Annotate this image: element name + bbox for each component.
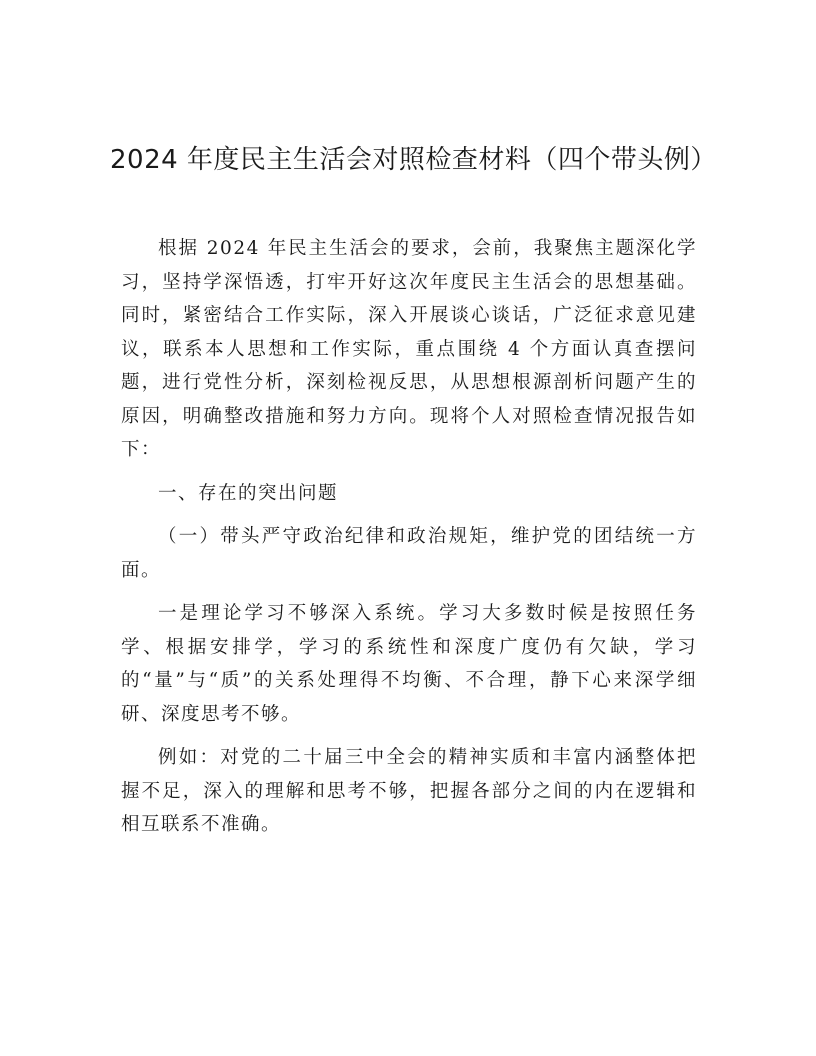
subsection-heading: （一）带头严守政治纪律和政治规矩，维护党的团结统一方面。 <box>121 526 697 581</box>
document-title: 2024 年度民主生活会对照检查材料（四个带头例） <box>110 145 717 175</box>
example-paragraph: 例如：对党的二十届三中全会的精神实质和丰富内涵整体把握不足，深入的理解和思考不够，把握各部分之间的内在逻辑和相互联系不准确。 <box>121 747 697 835</box>
document-body <box>121 232 697 852</box>
section-heading: 一、存在的突出问题 <box>158 482 339 504</box>
intro-paragraph: 根据 2024 年民主生活会的要求，会前，我聚焦主题深化学习，坚持学深悟透，打牢开好这次年度民主生活会的思想基础。同时，紧密结合工作实际，深入开展谈心谈话，广泛征求意见建议，联系本人思想和工作实际，重点围绕 4 个方面认真查摆问题，进行党性分析，深刻检视反思，从思想根源剖析问题产生的原因，明确整改措施和努力方向。现将个人对照检查情况报告如下： <box>121 238 697 460</box>
issue-paragraph: 一是理论学习不够深入系统。学习大多数时候是按照任务学、根据安排学，学习的系统性和深度广度仍有欠缺，学习的“量”与“质”的关系处理得不均衡、不合理，静下心来深学细研、深度思考不够。 <box>121 603 697 725</box>
